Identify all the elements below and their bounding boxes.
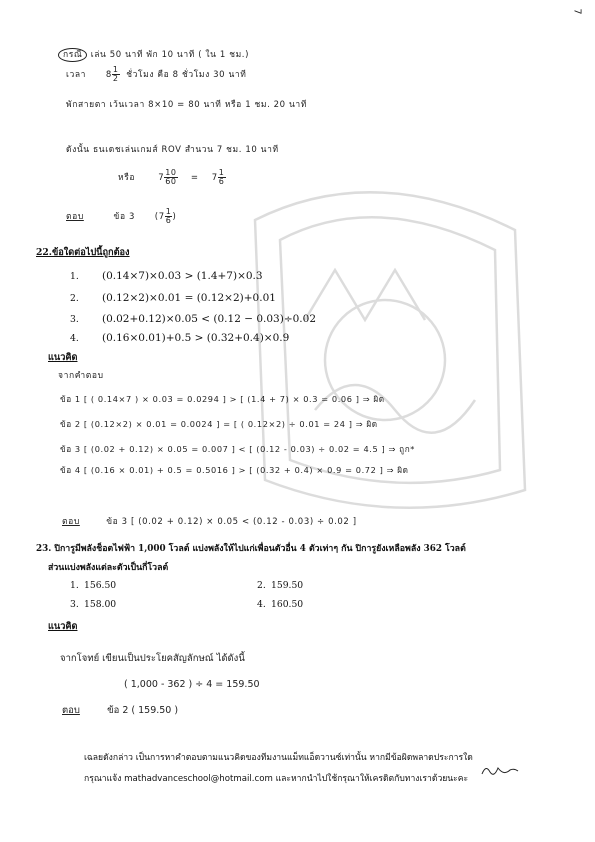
fraction-one-half: $\frac{1}{2}$ — [112, 65, 119, 83]
q23-equation: ( 1,000 - 362 ) ÷ 4 = 159.50 — [124, 679, 260, 690]
q23-answer-label: ตอบ — [62, 705, 80, 716]
q22-work-1: ข้อ 1 [ ( 0.14×7 ) × 0.03 = 0.0294 ] > [ (1.4 + 7) × 0.3 = 0.06 ] ⇒ ผิด — [60, 394, 385, 404]
q22-work-4: ข้อ 4 [ (0.16 × 0.01) + 0.5 = 0.5016 ] > [ (0.32 + 0.4) × 0.9 = 0.72 ] ⇒ ผิด — [60, 465, 409, 475]
q22-method-label: แนวคิด — [48, 352, 78, 363]
prev-line2-post: ชั่วโมง คือ 8 ชั่วโมง 30 นาที — [126, 70, 247, 80]
prev-solution-line2 — [66, 66, 246, 83]
q23-from-problem: จากโจทย์ เขียนเป็นประโยคสัญลักษณ์ ได้ดังนี้ — [60, 653, 245, 664]
q22-option-4: 4. (0.16×0.01)+0.5 > (0.32+0.4)×0.9 — [70, 332, 290, 344]
q22-answer — [62, 514, 357, 528]
prev-line2-whole: 8 — [105, 70, 112, 80]
q22-option-3: 3. (0.02+0.12)×0.05 < (0.12 − 0.03)÷0.02 — [70, 313, 316, 325]
q22-option-1: 1. (0.14×7)×0.03 > (1.4+7)×0.3 — [70, 270, 263, 282]
prev-line1-text: เล่น 50 นาที พัก 10 นาที ( ใน 1 ชม.) — [90, 50, 249, 60]
footer-line1: เฉลยดังกล่าว เป็นการหาคำตอบตามแนวคิดของทีมงานแม็ทแอ็ดวานซ์เท่านั้น หากมีข้อผิดพลาดประการใด — [84, 753, 473, 763]
q23-answer — [62, 703, 178, 718]
q23-title-line2: ส่วนแบ่งพลังแต่ละตัวเป็นกี่โวลต์ — [48, 563, 169, 573]
prev-solution-line3: พักสายตา เว้นเวลา 8×10 = 80 นาที หรือ 1 ชม. 20 นาที — [66, 100, 307, 110]
footer-line2-pre: กรุณาแจ้ง — [84, 774, 122, 784]
q23-option-4: 4. 160.50 — [257, 599, 304, 610]
q22-option-2: 2. (0.12×2)×0.01 = (0.12×2)+0.01 — [70, 292, 276, 304]
q23-method-label: แนวคิด — [48, 621, 78, 632]
q22-answer-text: ข้อ 3 [ (0.02 + 0.12) × 0.05 < (0.12 - 0.03) ÷ 0.02 ] — [106, 517, 357, 527]
page-number: 7 — [571, 8, 583, 15]
q23-option-2: 2. 159.50 — [257, 580, 304, 591]
fraction-answer: $\frac{1}{6}$ — [165, 207, 172, 225]
footer-line2-post: และหากนำไปใช้กรุณาให้เครดิตกับทางเราด้วยนะคะ — [275, 774, 469, 784]
q22-work-2: ข้อ 2 [ (0.12×2) × 0.01 = 0.0024 ] = [ ( 0.12×2) ÷ 0.01 = 24 ] ⇒ ผิด — [60, 419, 378, 429]
q23-answer-text: ข้อ 2 ( 159.50 ) — [107, 705, 179, 716]
q23-option-1: 1. 156.50 — [70, 580, 117, 591]
q22-title: 22.ข้อใดต่อไปนี้ถูกต้อง — [36, 247, 130, 258]
fraction-one-sixth: $\frac{1}{6}$ — [218, 168, 225, 186]
footer-email: mathadvanceschool@hotmail.com — [124, 774, 273, 784]
prev-answer-label: ตอบ — [66, 212, 84, 222]
prev-solution-line5: หรือ 7 $\frac{10}{60}$ = 7 $\frac{1}{6}$ — [118, 168, 225, 186]
prev-answer: ตอบ ข้อ 3 (7 $\frac{1}{6}$ ) — [66, 207, 177, 225]
q23-title-line1: 23. ปิการูมีพลังช็อตไฟฟ้า 1,000 โวลต์ แบ่งพลังให้ไปแก่เพื่อนตัวอื่น 4 ตัวเท่าๆ กัน ปิการูยังเหลือพลัง 362 โวลต์ — [36, 544, 466, 554]
prev-solution-line1 — [58, 47, 249, 61]
case-label: กรณี — [58, 48, 87, 62]
fraction-ten-sixtieths: $\frac{10}{60}$ — [165, 168, 177, 186]
prev-solution-line4: ดังนั้น ธนเดชเล่นเกมส์ ROV สำนวน 7 ชม. 10 นาที — [66, 145, 279, 155]
prev-answer-choice: ข้อ 3 — [113, 212, 135, 222]
prev-line2-pre: เวลา — [66, 70, 87, 80]
q22-answer-label: ตอบ — [62, 517, 80, 527]
q22-from-answer: จากคำตอบ — [58, 371, 104, 381]
q22-work-3: ข้อ 3 [ (0.02 + 0.12) × 0.05 = 0.007 ] < [ (0.12 - 0.03) ÷ 0.02 = 4.5 ] ⇒ ถูก* — [60, 444, 415, 454]
q23-option-3: 3. 158.00 — [70, 599, 117, 610]
footer-line2 — [84, 771, 468, 785]
signature-icon — [480, 762, 520, 780]
